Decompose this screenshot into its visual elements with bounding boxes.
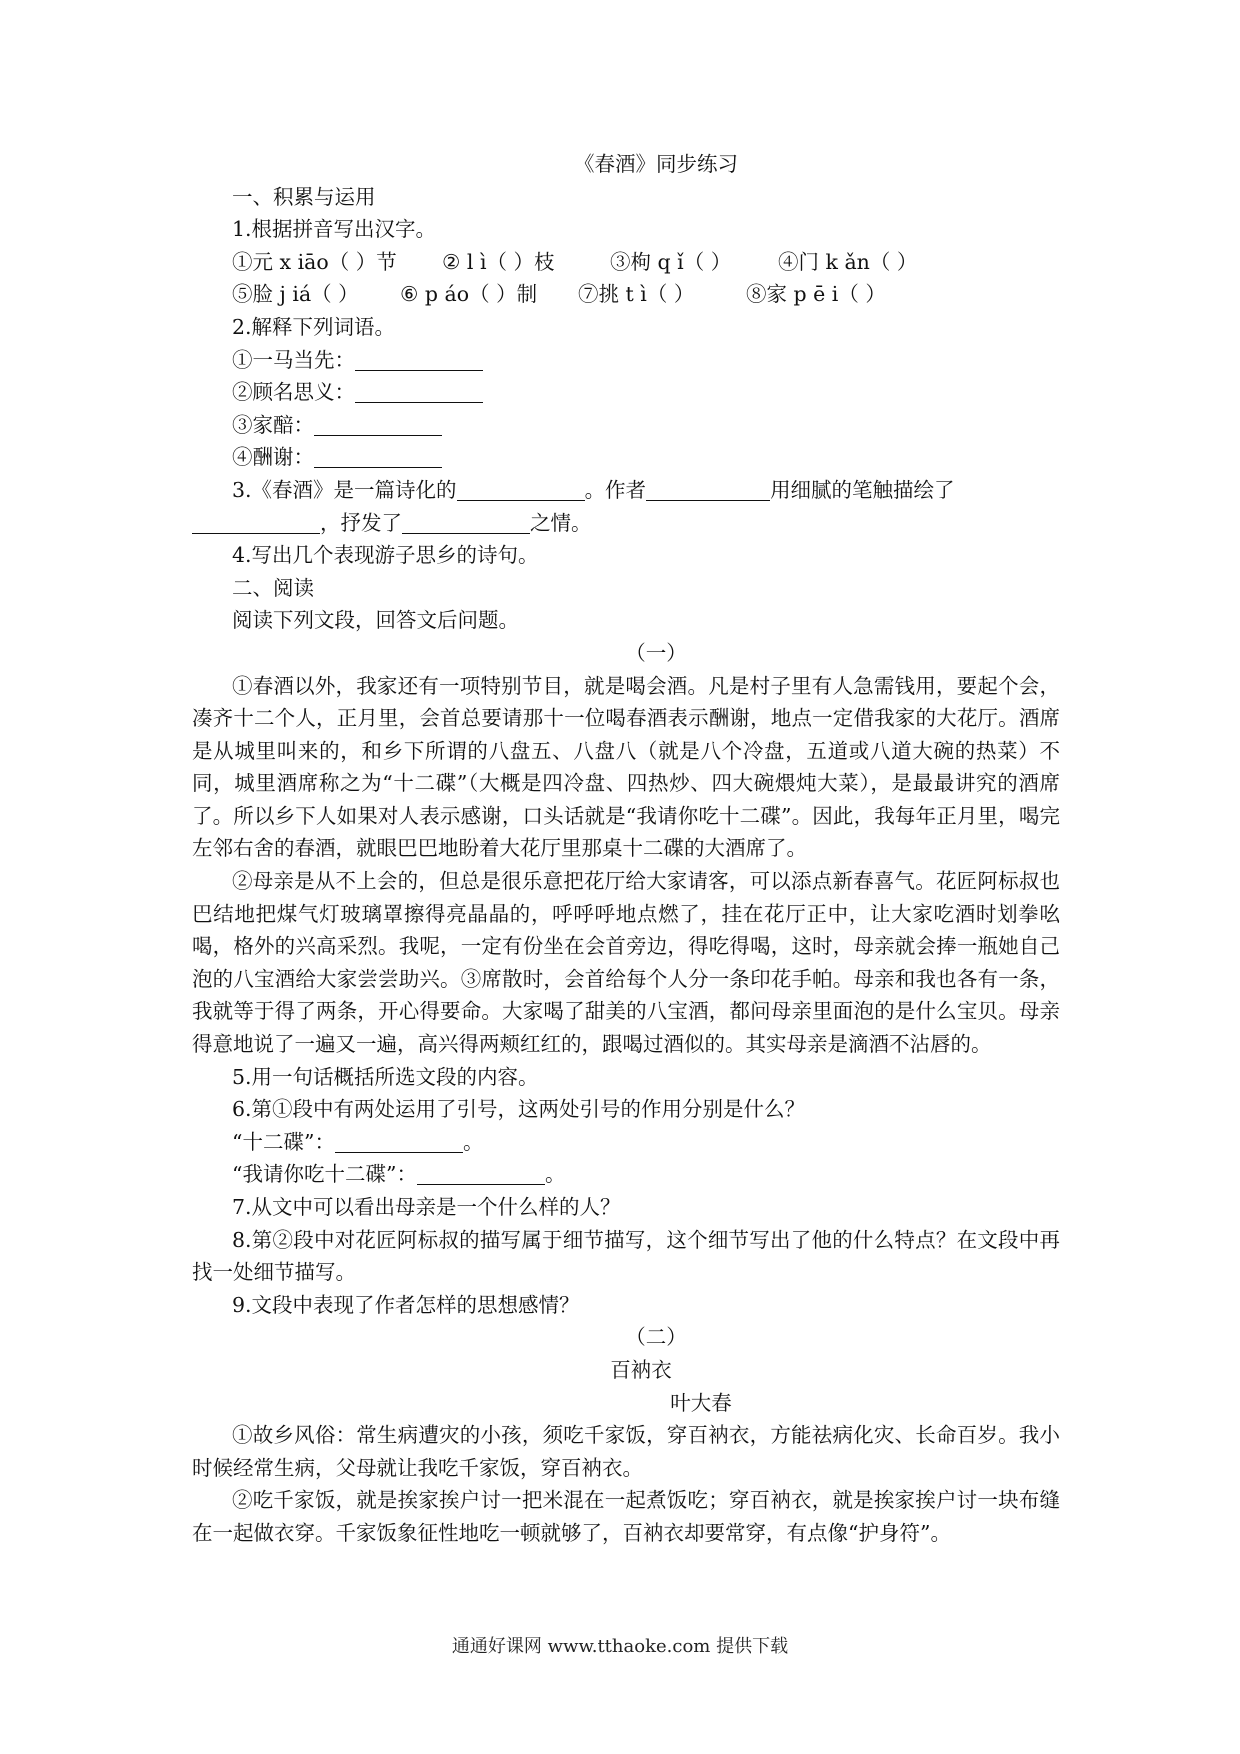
pinyin-item: ⑤脸 j iá（ ） — [232, 282, 359, 307]
question-6-prompt: 6.第①段中有两处运用了引号，这两处引号的作用分别是什么？ — [232, 1097, 806, 1122]
passage-1-paragraph-1: ①春酒以外，我家还有一项特别节目，就是喝会酒。凡是村子里有人急需钱用，要起个会，凑齐十二个人，正月里，会首总要请那十一位喝春酒表示酬谢，地点一定借我家的大花厅。酒席是从城里叫来的，和乡下所谓的八盘五、八盘八（就是八个冷盘，五道或八道大碗的热菜）不同，城里酒席称之为“十二碟”（大概是四冷盘、四热炒、四大碗煨炖大菜），是最最讲究的酒席了。所以乡下人如果对人表示感谢，口头话就是“我请你吃十二碟”。因此，我每年正月里，喝完左邻右舍的春酒，就眼巴巴地盼着大花厅里那桌十二碟的大酒席了。 — [192, 673, 1060, 861]
punctuation: 。 — [544, 1162, 566, 1187]
question-2-item — [192, 376, 1060, 409]
question-1-row-1 — [192, 246, 1060, 279]
punctuation: 。 — [462, 1129, 484, 1154]
answer-blank[interactable] — [314, 413, 442, 436]
term-label: ①一马当先： — [232, 347, 355, 372]
pinyin-item: ④门 k ǎn（ ） — [778, 249, 918, 274]
pinyin-item: ③枸 q ǐ（ ） — [610, 249, 732, 274]
section-heading-2: 二、阅读 — [232, 575, 314, 600]
quote-label: “我请你吃十二碟”： — [232, 1162, 417, 1187]
question-3-line-1 — [192, 474, 1060, 507]
term-label: ②顾名思义： — [232, 380, 355, 405]
question-8: 8.第②段中对花匠阿标叔的描写属于细节描写，这个细节写出了他的什么特点？在文段中再找一处细节描写。 — [192, 1227, 1060, 1285]
question-3-line-2 — [192, 507, 1060, 540]
answer-blank[interactable] — [646, 478, 770, 501]
pinyin-item: ①元 x iāo（ ）节 — [232, 249, 397, 274]
pinyin-item: ⑦挑 t ì（ ） — [578, 282, 695, 307]
passage-1-paragraph-2: ②母亲是从不上会的，但总是很乐意把花厅给大家请客，可以添点新春喜气。花匠阿标叔也巴结地把煤气灯玻璃罩擦得亮晶晶的，呼呼呼地点燃了，挂在花厅正中，让大家吃酒时划拳吆喝，格外的兴高采烈。我呢，一定有份坐在会首旁边，得吃得喝，这时，母亲就会捧一瓶她自己泡的八宝酒给大家尝尝助兴。③席散时，会首给每个人分一条印花手帕。母亲和我也各有一条，我就等于得了两条，开心得要命。大家喝了甜美的八宝酒，都问母亲里面泡的是什么宝贝。母亲得意地说了一遍又一遍，高兴得两颊红红的，跟喝过酒似的。其实母亲是滴酒不沾唇的。 — [192, 869, 1060, 1057]
answer-blank[interactable] — [417, 1162, 545, 1185]
question-6-item-b — [192, 1158, 1060, 1191]
passage-2-label: （二） — [625, 1325, 687, 1350]
question-3-text: 3.《春酒》是一篇诗化的 — [232, 477, 457, 502]
pinyin-item: ② l ì（ ）枝 — [442, 249, 555, 274]
question-6-item-a — [192, 1126, 1060, 1159]
question-2-item — [192, 344, 1060, 377]
question-2-prompt: 2.解释下列词语。 — [232, 314, 396, 339]
answer-blank[interactable] — [457, 478, 585, 501]
page-footer: 通通好课网 www.tthaoke.com 提供下载 — [451, 1636, 789, 1657]
passage-2-title: 百衲衣 — [610, 1357, 672, 1382]
passage-2-author: 叶大春 — [670, 1390, 732, 1415]
question-1-row-2 — [192, 278, 1060, 311]
question-2-item — [192, 441, 1060, 474]
reading-instruction: 阅读下列文段，回答文后问题。 — [232, 608, 519, 633]
passage-2-paragraph-1: ①故乡风俗：常生病遭灾的小孩，须吃千家饭，穿百衲衣，方能祛病化灾、长命百岁。我小时候经常生病，父母就让我吃千家饭，穿百衲衣。 — [192, 1423, 1060, 1480]
answer-blank[interactable] — [192, 511, 320, 534]
passage-1-label: （一） — [625, 640, 687, 665]
answer-blank[interactable] — [335, 1130, 463, 1153]
question-4: 4.写出几个表现游子思乡的诗句。 — [232, 543, 539, 568]
question-3-text: 用细腻的笔触描绘了 — [770, 477, 955, 502]
question-7: 7.从文中可以看出母亲是一个什么样的人？ — [232, 1195, 621, 1219]
term-label: ④酬谢： — [232, 445, 314, 470]
question-3-text: 。作者 — [584, 477, 647, 502]
question-9: 9.文段中表现了作者怎样的思想感情？ — [232, 1292, 580, 1317]
question-1-prompt: 1.根据拼音写出汉字。 — [232, 217, 437, 242]
question-3-text: ，抒发了 — [320, 510, 402, 535]
question-2-item — [192, 409, 1060, 442]
worksheet-body — [192, 148, 1060, 1550]
pinyin-item: ⑥ p áo（ ）制 — [400, 282, 538, 307]
answer-blank[interactable] — [314, 445, 442, 468]
section-heading-1: 一、积累与运用 — [232, 184, 376, 209]
question-5: 5.用一句话概括所选文段的内容。 — [232, 1064, 539, 1089]
answer-blank[interactable] — [355, 348, 483, 371]
question-3-text: 之情。 — [530, 510, 592, 535]
quote-label: “十二碟”： — [232, 1129, 335, 1154]
page-title: 《春酒》同步练习 — [574, 152, 738, 176]
passage-2-paragraph-2: ②吃千家饭，就是挨家挨户讨一把米混在一起煮饭吃；穿百衲衣，就是挨家挨户讨一块布缝在一起做衣穿。千家饭象征性地吃一顿就够了，百衲衣却要常穿，有点像“护身符”。 — [192, 1488, 1060, 1545]
answer-blank[interactable] — [402, 511, 530, 534]
answer-blank[interactable] — [355, 380, 483, 403]
pinyin-item: ⑧家 p ē i（ ） — [746, 282, 886, 307]
term-label: ③家醅： — [232, 412, 314, 437]
